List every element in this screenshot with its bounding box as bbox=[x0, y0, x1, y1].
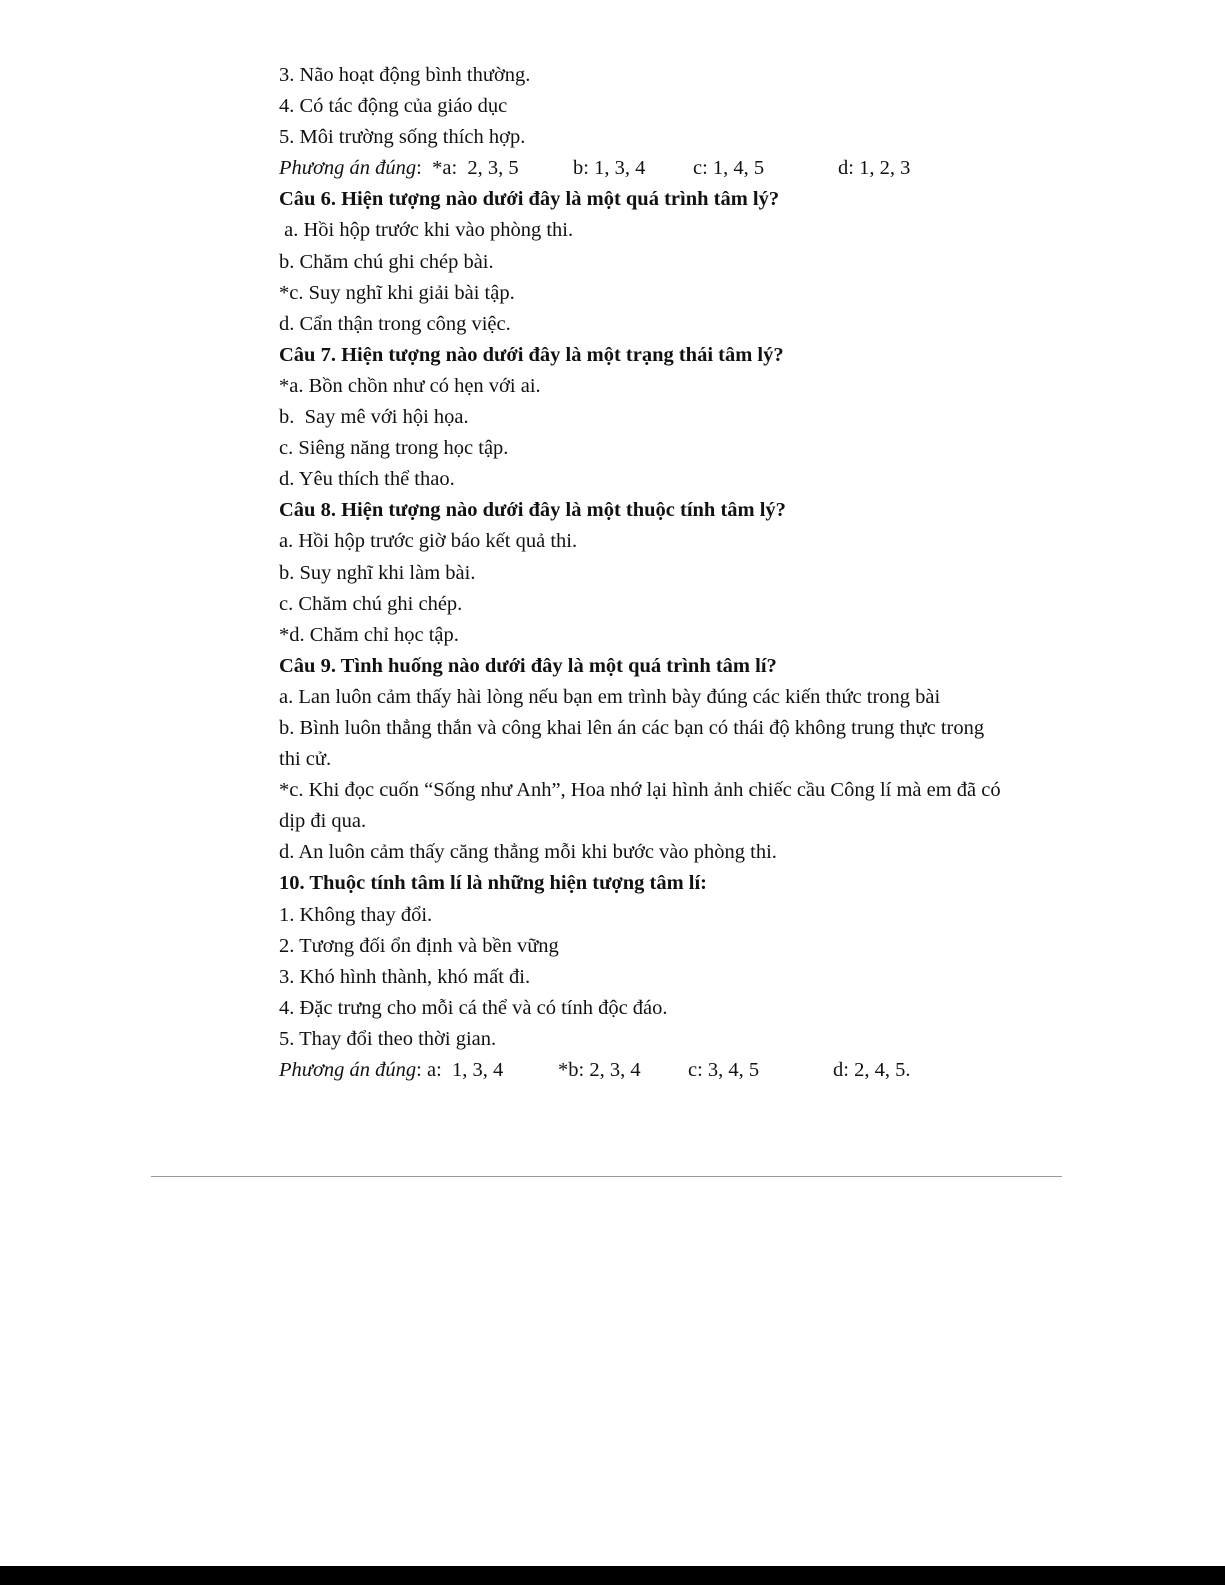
question-8 bbox=[279, 495, 1009, 526]
question-9 bbox=[279, 651, 1009, 682]
option-c: c. Chăm chú ghi chép. bbox=[279, 592, 463, 615]
list-item: 3. Não hoạt động bình thường. bbox=[279, 64, 531, 86]
answer-row-q10 bbox=[279, 1055, 1009, 1086]
footer-divider bbox=[151, 1176, 1062, 1177]
answer-option-c: c: 1, 4, 5 bbox=[693, 157, 765, 180]
answer-option-c: c: 3, 4, 5 bbox=[688, 1059, 760, 1081]
answer-option-a: : a: 1, 3, 4 bbox=[416, 1059, 504, 1081]
option-c: *c. Khi đọc cuốn “Sống như Anh”, Hoa nhớ lại hình ảnh chiếc cầu Công lí mà em đã có dịp đi qua. bbox=[279, 779, 1001, 833]
option-d: d. An luôn cảm thấy căng thẳng mỗi khi bước vào phòng thi. bbox=[279, 841, 777, 864]
answer-option-b: *b: 2, 3, 4 bbox=[558, 1059, 641, 1081]
option-b: b. Say mê với hội họa. bbox=[279, 406, 469, 429]
option-a: a. Hồi hộp trước giờ báo kết quả thi. bbox=[279, 530, 578, 553]
list-item: 5. Thay đổi theo thời gian. bbox=[279, 1027, 497, 1050]
question-7 bbox=[279, 340, 1009, 371]
answer-option-d: d: 1, 2, 3 bbox=[838, 157, 911, 180]
answer-option-d: d: 2, 4, 5. bbox=[833, 1059, 911, 1081]
page-bottom-edge bbox=[0, 1566, 1225, 1585]
question-6 bbox=[279, 184, 1009, 215]
question-text: . Hiện tượng nào dưới đây là một thuộc tính tâm lý? bbox=[330, 499, 786, 522]
question-10: 10. Thuộc tính tâm lí là những hiện tượng tâm lí: bbox=[279, 872, 707, 895]
question-text: . Hiện tượng nào dưới đây là một quá trình tâm lý? bbox=[330, 188, 780, 211]
option-a: a. Lan luôn cảm thấy hài lòng nếu bạn em trình bày đúng các kiến thức trong bài bbox=[279, 685, 941, 708]
list-item: 5. Môi trường sống thích hợp. bbox=[279, 126, 526, 149]
option-d: *d. Chăm chỉ học tập. bbox=[279, 623, 459, 646]
list-item: 1. Không thay đổi. bbox=[279, 903, 433, 926]
list-item: 4. Có tác động của giáo dục bbox=[279, 95, 508, 118]
question-number: Câu 8 bbox=[279, 499, 331, 522]
page-content bbox=[279, 60, 1009, 1086]
list-item: 2. Tương đối ổn định và bền vững bbox=[279, 934, 559, 957]
question-number: Câu 9 bbox=[279, 654, 331, 677]
answer-option-a: : *a: 2, 3, 5 bbox=[416, 157, 519, 180]
option-b: b. Bình luôn thẳng thắn và công khai lên án các bạn có thái độ không trung thực trong thi cử. bbox=[279, 716, 985, 771]
question-number: Câu 6 bbox=[279, 188, 331, 211]
option-c: c. Siêng năng trong học tập. bbox=[279, 437, 509, 460]
question-text: . Hiện tượng nào dưới đây là một trạng thái tâm lý? bbox=[330, 343, 784, 366]
option-d: d. Cẩn thận trong công việc. bbox=[279, 312, 511, 335]
question-text: . Tình huống nào dưới đây là một quá trình tâm lí? bbox=[330, 654, 777, 677]
question-number: Câu 7 bbox=[279, 343, 331, 366]
answer-label: Phương án đúng bbox=[279, 1059, 417, 1081]
option-a: a. Hồi hộp trước khi vào phòng thi. bbox=[279, 219, 574, 242]
option-c: *c. Suy nghĩ khi giải bài tập. bbox=[279, 281, 515, 304]
option-a: *a. Bồn chồn như có hẹn với ai. bbox=[279, 374, 541, 397]
list-item: 3. Khó hình thành, khó mất đi. bbox=[279, 965, 531, 988]
answer-row-q5 bbox=[279, 153, 1009, 184]
list-item: 4. Đặc trưng cho mỗi cá thể và có tính độc đáo. bbox=[279, 996, 668, 1019]
answer-option-b: b: 1, 3, 4 bbox=[573, 157, 646, 180]
option-d: d. Yêu thích thể thao. bbox=[279, 468, 455, 491]
answer-label: Phương án đúng bbox=[279, 157, 417, 180]
option-b: b. Suy nghĩ khi làm bài. bbox=[279, 561, 476, 584]
option-b: b. Chăm chú ghi chép bài. bbox=[279, 250, 494, 273]
